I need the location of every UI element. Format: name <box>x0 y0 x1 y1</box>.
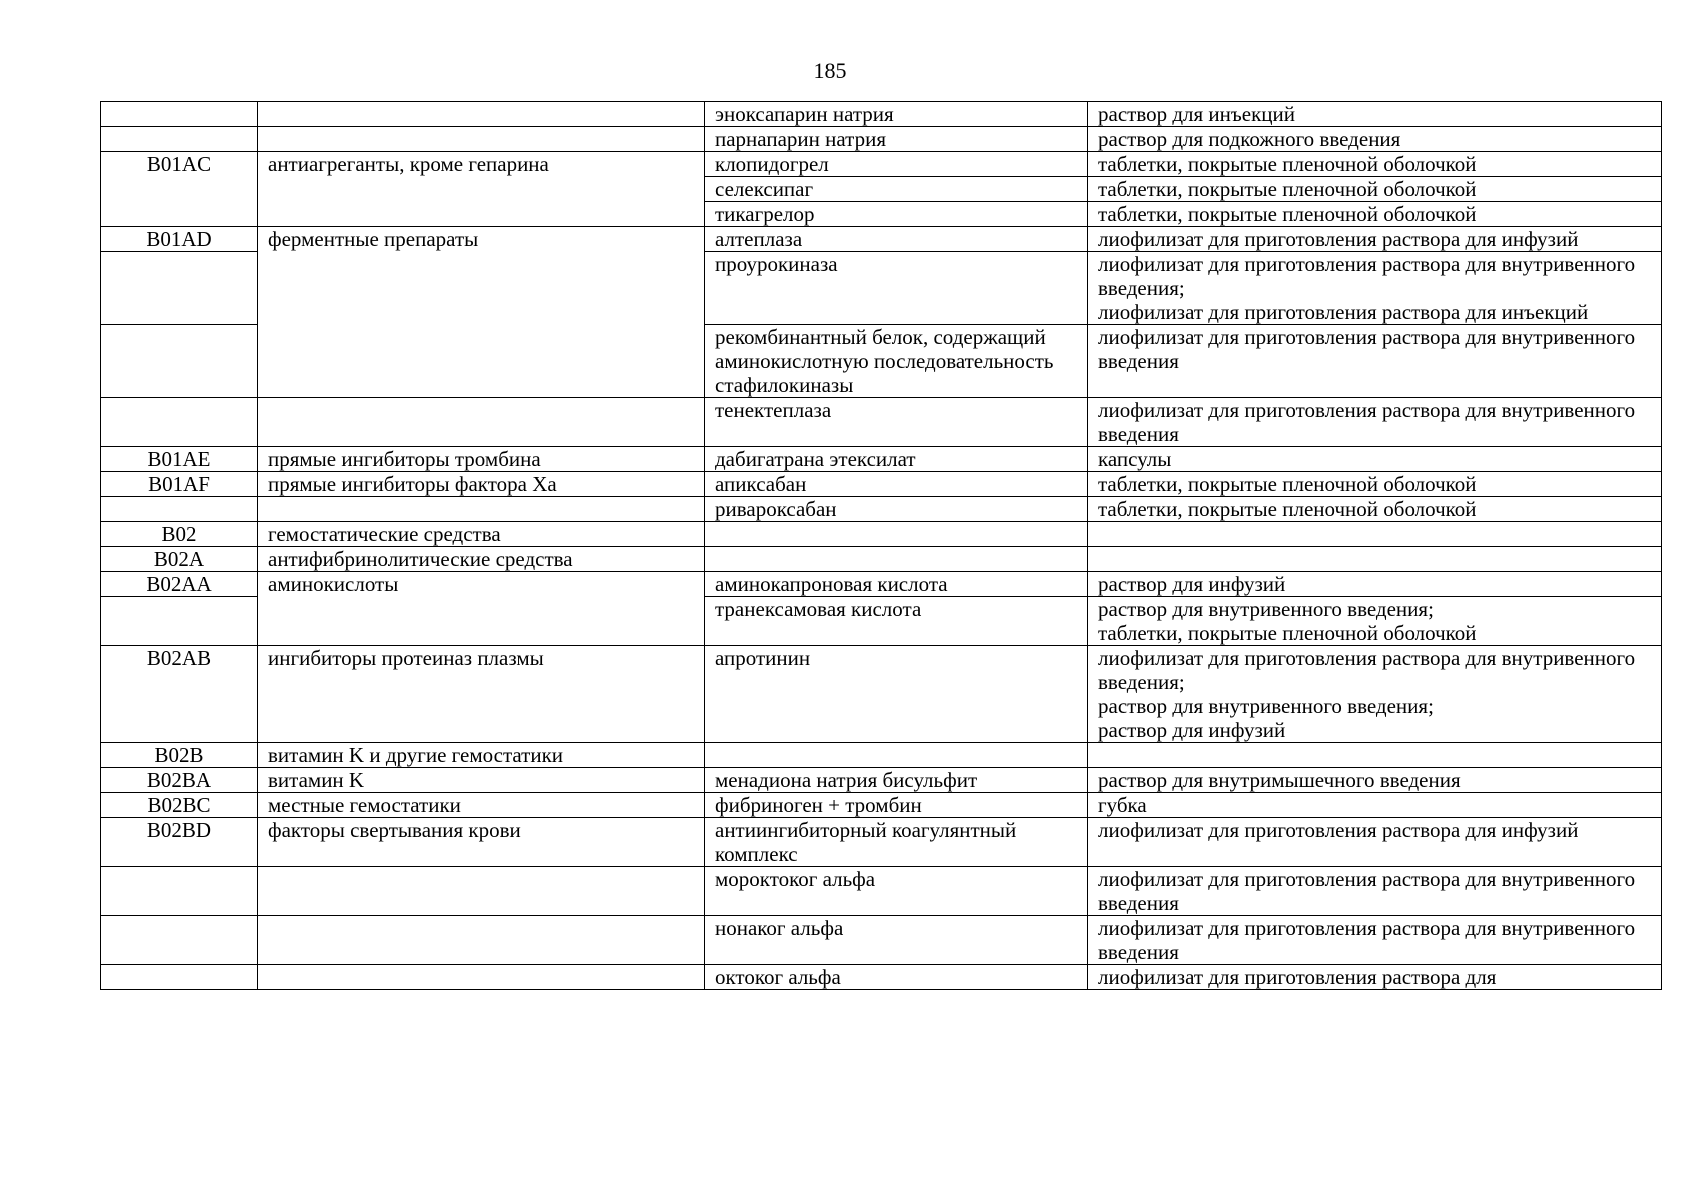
group-cell <box>258 398 705 447</box>
drug-cell: антиингибиторный коагулянтный комплекс <box>705 818 1088 867</box>
dosage-form-cell: лиофилизат для приготовления раствора для инфузий <box>1088 818 1662 867</box>
group-cell: антиагреганты, кроме гепарина <box>258 152 705 227</box>
table-row <box>101 547 1662 572</box>
drug-cell: дабигатрана этексилат <box>705 447 1088 472</box>
dosage-form-cell: лиофилизат для приготовления раствора для внутривенного введения <box>1088 398 1662 447</box>
atc-code-cell: B01AF <box>101 472 258 497</box>
group-cell <box>258 497 705 522</box>
atc-code-cell <box>101 916 258 965</box>
atc-code-cell <box>101 867 258 916</box>
table-row <box>101 227 1662 252</box>
table-row <box>101 818 1662 867</box>
drug-cell: октоког альфа <box>705 965 1088 990</box>
dosage-form-cell <box>1088 547 1662 572</box>
atc-code-cell: B02A <box>101 547 258 572</box>
table-row <box>101 646 1662 743</box>
drug-cell: клопидогрел <box>705 152 1088 177</box>
dosage-form-cell: раствор для подкожного введения <box>1088 127 1662 152</box>
drug-cell: менадиона натрия бисульфит <box>705 768 1088 793</box>
table-row <box>101 472 1662 497</box>
table-row <box>101 768 1662 793</box>
group-cell: ферментные препараты <box>258 227 705 398</box>
table-row <box>101 398 1662 447</box>
atc-code-cell: B02BA <box>101 768 258 793</box>
page-number: 185 <box>813 58 847 83</box>
atc-code-cell <box>101 127 258 152</box>
atc-code-cell: B01AE <box>101 447 258 472</box>
group-cell <box>258 102 705 127</box>
group-cell: антифибринолитические средства <box>258 547 705 572</box>
drug-table <box>100 101 1662 990</box>
dosage-form-cell: губка <box>1088 793 1662 818</box>
group-cell: факторы свертывания крови <box>258 818 705 867</box>
table-row <box>101 497 1662 522</box>
drug-cell: нонаког альфа <box>705 916 1088 965</box>
atc-code-cell: B02AB <box>101 646 258 743</box>
atc-code-cell <box>101 398 258 447</box>
atc-code-cell <box>101 102 258 127</box>
atc-code-cell: B01AC <box>101 152 258 227</box>
group-cell: прямые ингибиторы тромбина <box>258 447 705 472</box>
group-cell <box>258 867 705 916</box>
group-cell: прямые ингибиторы фактора Xa <box>258 472 705 497</box>
group-cell <box>258 916 705 965</box>
table-row <box>101 867 1662 916</box>
atc-code-cell <box>101 597 258 646</box>
atc-code-cell: B02 <box>101 522 258 547</box>
table-row <box>101 447 1662 472</box>
group-cell: местные гемостатики <box>258 793 705 818</box>
atc-code-cell <box>101 497 258 522</box>
dosage-form-cell <box>1088 522 1662 547</box>
dosage-form-cell: лиофилизат для приготовления раствора для внутривенного введения <box>1088 916 1662 965</box>
table-row <box>101 102 1662 127</box>
group-cell <box>258 965 705 990</box>
drug-cell: тенектеплаза <box>705 398 1088 447</box>
atc-code-cell <box>101 965 258 990</box>
dosage-form-cell: лиофилизат для приготовления раствора для <box>1088 965 1662 990</box>
drug-cell: эноксапарин натрия <box>705 102 1088 127</box>
drug-cell: апротинин <box>705 646 1088 743</box>
group-cell: аминокислоты <box>258 572 705 646</box>
dosage-form-cell <box>1088 743 1662 768</box>
atc-code-cell: B02BC <box>101 793 258 818</box>
group-cell <box>258 127 705 152</box>
table-row <box>101 916 1662 965</box>
group-cell: гемостатические средства <box>258 522 705 547</box>
group-cell: витамин K <box>258 768 705 793</box>
drug-cell: селексипаг <box>705 177 1088 202</box>
atc-code-cell: B01AD <box>101 227 258 252</box>
atc-code-cell: B02B <box>101 743 258 768</box>
atc-code-cell <box>101 252 258 325</box>
dosage-form-cell: раствор для внутримышечного введения <box>1088 768 1662 793</box>
table-row <box>101 522 1662 547</box>
atc-code-cell: B02BD <box>101 818 258 867</box>
drug-cell: алтеплаза <box>705 227 1088 252</box>
drug-cell: аминокапроновая кислота <box>705 572 1088 597</box>
group-cell: ингибиторы протеиназ плазмы <box>258 646 705 743</box>
drug-cell: транексамовая кислота <box>705 597 1088 646</box>
drug-cell: ривароксабан <box>705 497 1088 522</box>
dosage-form-cell: лиофилизат для приготовления раствора для инфузий <box>1088 227 1662 252</box>
dosage-form-cell: лиофилизат для приготовления раствора для внутривенного введения <box>1088 867 1662 916</box>
table-row <box>101 793 1662 818</box>
drug-cell: апиксабан <box>705 472 1088 497</box>
table-row <box>101 152 1662 177</box>
dosage-form-cell: лиофилизат для приготовления раствора для внутривенного введения; раствор для внутривенного введения; раствор для инфузий <box>1088 646 1662 743</box>
atc-code-cell <box>101 325 258 398</box>
table-row <box>101 127 1662 152</box>
dosage-form-cell: таблетки, покрытые пленочной оболочкой <box>1088 177 1662 202</box>
drug-cell: парнапарин натрия <box>705 127 1088 152</box>
dosage-form-cell: раствор для инфузий <box>1088 572 1662 597</box>
dosage-form-cell: раствор для внутривенного введения; таблетки, покрытые пленочной оболочкой <box>1088 597 1662 646</box>
dosage-form-cell: таблетки, покрытые пленочной оболочкой <box>1088 472 1662 497</box>
drug-cell <box>705 522 1088 547</box>
dosage-form-cell: раствор для инъекций <box>1088 102 1662 127</box>
dosage-form-cell: таблетки, покрытые пленочной оболочкой <box>1088 202 1662 227</box>
dosage-form-cell: таблетки, покрытые пленочной оболочкой <box>1088 497 1662 522</box>
drug-cell: рекомбинантный белок, содержащий аминокислотную последовательность стафилокиназы <box>705 325 1088 398</box>
drug-cell: тикагрелор <box>705 202 1088 227</box>
drug-cell <box>705 547 1088 572</box>
dosage-form-cell: лиофилизат для приготовления раствора для внутривенного введения <box>1088 325 1662 398</box>
dosage-form-cell: лиофилизат для приготовления раствора для внутривенного введения; лиофилизат для приготовления раствора для инъекций <box>1088 252 1662 325</box>
dosage-form-cell: капсулы <box>1088 447 1662 472</box>
drug-cell: проурокиназа <box>705 252 1088 325</box>
table-row <box>101 572 1662 597</box>
drug-cell <box>705 743 1088 768</box>
dosage-form-cell: таблетки, покрытые пленочной оболочкой <box>1088 152 1662 177</box>
atc-code-cell: B02AA <box>101 572 258 597</box>
drug-cell: фибриноген + тромбин <box>705 793 1088 818</box>
table-row <box>101 743 1662 768</box>
group-cell: витамин K и другие гемостатики <box>258 743 705 768</box>
drug-cell: мороктоког альфа <box>705 867 1088 916</box>
table-row <box>101 965 1662 990</box>
